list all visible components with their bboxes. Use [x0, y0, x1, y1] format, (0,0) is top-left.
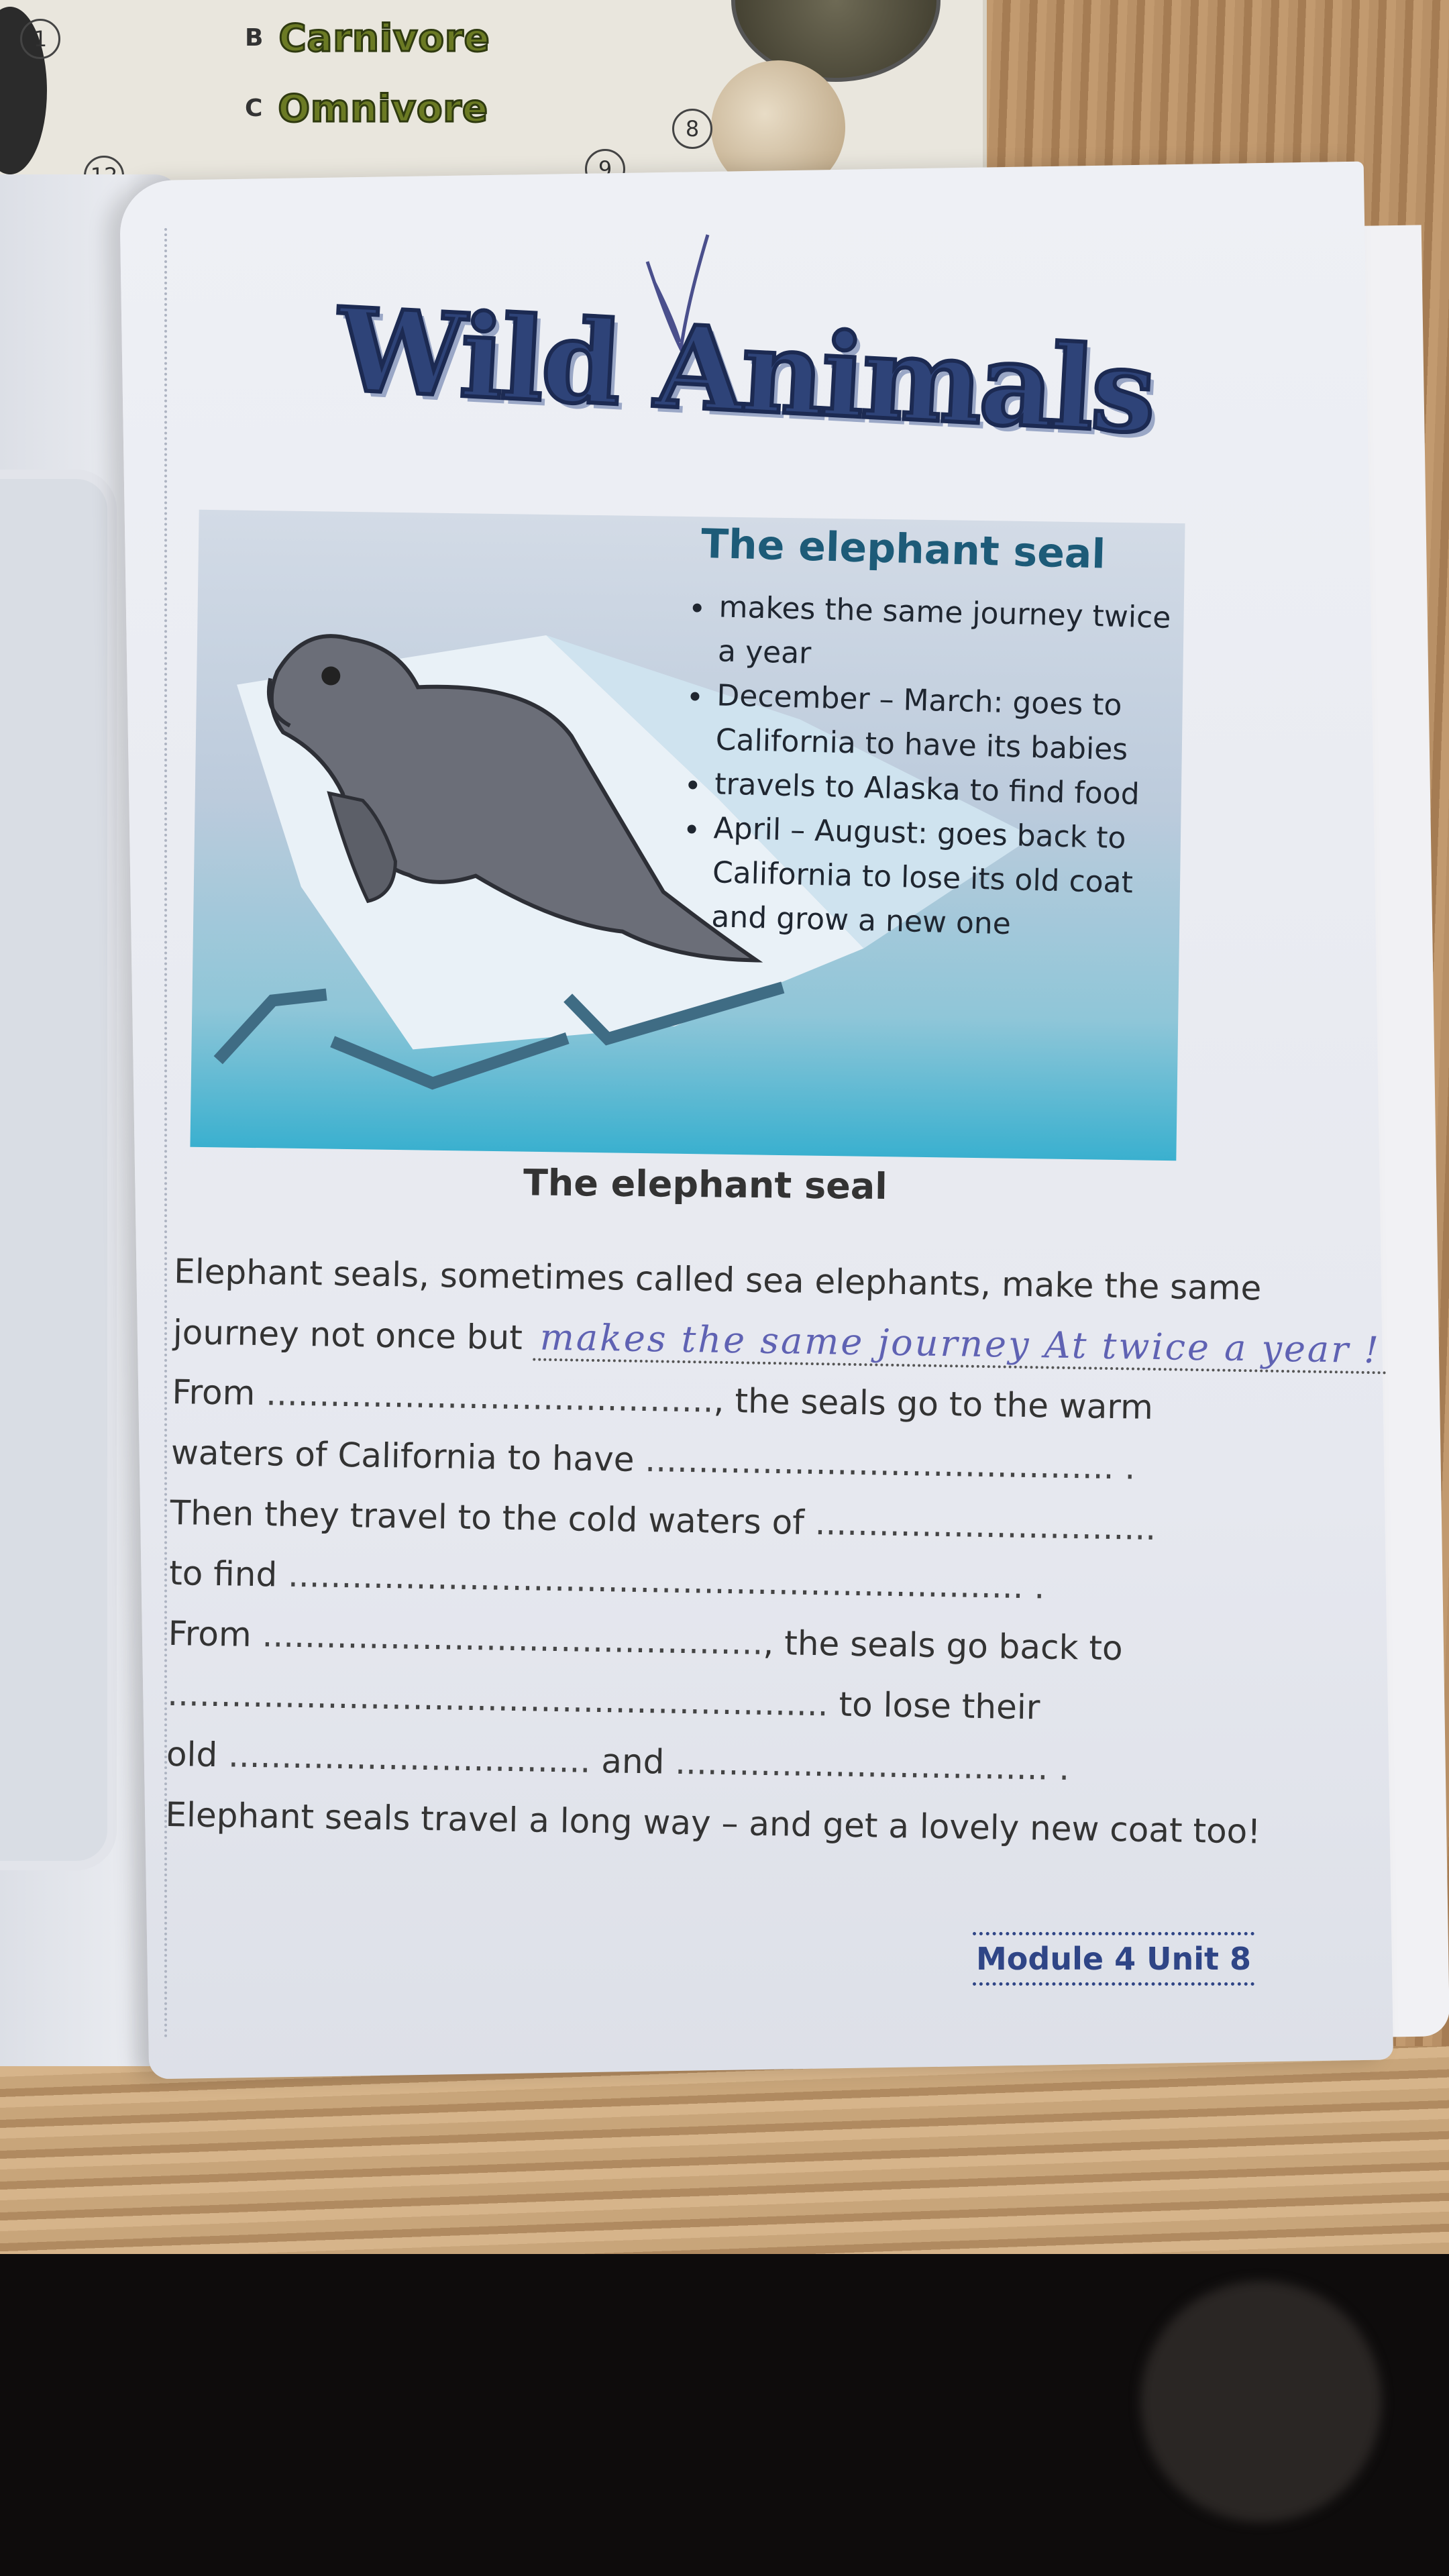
blank-field[interactable]: ................................... .: [674, 1742, 1070, 1788]
page-title: Wild Animals: [333, 282, 1157, 460]
info-bullet: • December – March: goes to California to have its babies: [711, 674, 1183, 773]
info-box-heading: The elephant seal: [700, 520, 1106, 578]
blank-field[interactable]: ..................................: [227, 1735, 591, 1780]
handwritten-answer[interactable]: makes the same journey At twice a year !: [533, 1316, 1387, 1374]
line-text: Then they travel to the cold waters of: [170, 1493, 805, 1542]
line-text: , the seals go to the warm: [713, 1381, 1154, 1427]
line-text: , the seals go back to: [763, 1623, 1124, 1668]
option-label: Carnivore: [278, 17, 490, 60]
passage-line-1: Elephant seals, sometimes called sea elephants, make the same: [173, 1251, 1262, 1308]
number-badge-1: 1: [20, 19, 60, 59]
info-bullet: • travels to Alaska to find food: [710, 762, 1180, 818]
line-text: old: [166, 1734, 218, 1775]
option-label: Omnivore: [278, 87, 489, 131]
line-text: From: [168, 1613, 252, 1654]
blank-field[interactable]: ..........................................: [265, 1374, 714, 1420]
number-badge-9: 9: [585, 149, 625, 189]
info-bullet-list: [667, 584, 1185, 951]
passage-heading: The elephant seal: [523, 1161, 888, 1208]
number-badge-8: 8: [672, 109, 712, 149]
passage-line-10: Elephant seals travel a long way – and get a lovely new coat too!: [165, 1794, 1261, 1851]
knee-shadow: [1140, 2281, 1382, 2522]
blank-field[interactable]: ..............................................................: [166, 1674, 829, 1724]
option-omnivore: [245, 87, 488, 131]
gap-fill-passage: [165, 1241, 1381, 1861]
left-page-frame: [0, 470, 117, 1870]
line-text: waters of California to have: [170, 1432, 635, 1479]
blank-field[interactable]: ............................................ .: [644, 1440, 1136, 1487]
option-letter: B: [245, 24, 264, 52]
line-text: journey not once but: [172, 1312, 523, 1358]
line-text: to lose their: [839, 1684, 1040, 1727]
line-text: to find: [168, 1553, 278, 1595]
module-unit-label: Module 4 Unit 8: [973, 1932, 1254, 1986]
line-text: and: [600, 1741, 665, 1782]
table-edge: [0, 2046, 1449, 2262]
info-bullet: • April – August: goes back to California to lose its old coat and grow a new one: [707, 806, 1180, 951]
blank-field[interactable]: ...............................................: [262, 1615, 763, 1662]
blank-field[interactable]: ..................................................................... .: [287, 1555, 1045, 1607]
info-bullet: • makes the same journey twice a year: [713, 585, 1185, 685]
blank-field[interactable]: ................................: [814, 1503, 1157, 1548]
line-text: From: [172, 1372, 256, 1413]
option-letter: C: [245, 95, 264, 122]
option-carnivore: [245, 17, 490, 60]
